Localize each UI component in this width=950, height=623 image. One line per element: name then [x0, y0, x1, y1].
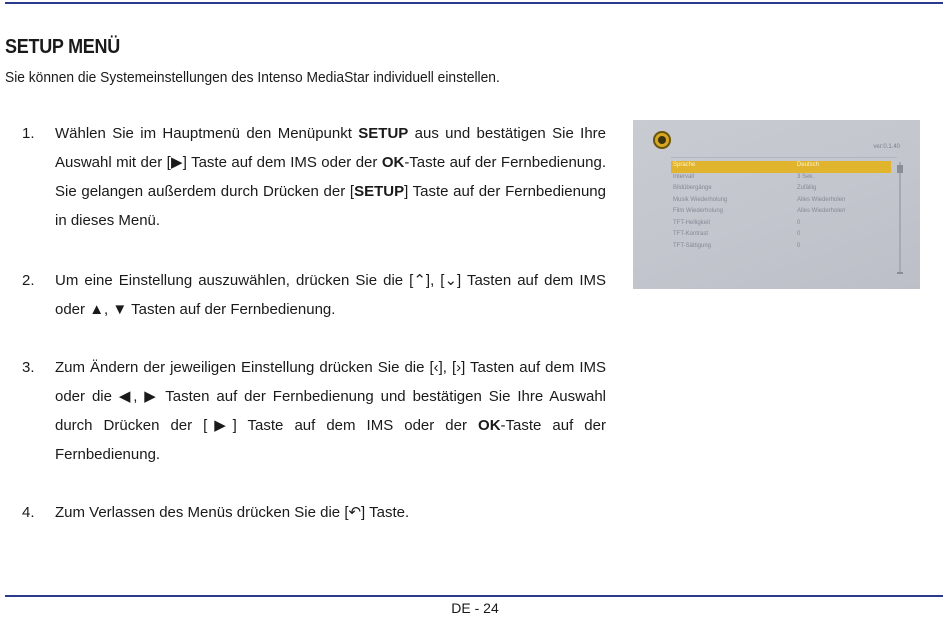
- top-rule: [5, 2, 943, 4]
- settings-row: Film Wiederholung Alles Wiederholen: [673, 208, 846, 214]
- bottom-rule: [5, 595, 943, 597]
- step-number: 4.: [22, 504, 35, 521]
- step-text: Zum Verlassen des Menüs drücken Sie die [↶] Taste.: [55, 504, 410, 521]
- settings-row: TFT-Sättigung 0: [673, 242, 801, 249]
- settings-list: [671, 161, 891, 253]
- settings-row: Bildübergänge Zufällig: [673, 185, 817, 191]
- settings-row: Musik Wiederholung Alles Wiederholen: [673, 196, 846, 203]
- step-text: Um eine Einstellung auszuwählen, drücken Sie die [⌃], [⌄] Tasten auf dem IMS oder ▲, ▼ Tasten auf der Fernbedienung.: [55, 272, 606, 318]
- intro-text: Sie können die Systemeinstellungen des Intenso MediaStar individuell einstellen.: [5, 69, 500, 86]
- step-number: 3.: [22, 359, 35, 376]
- divider: [671, 157, 897, 158]
- settings-row: TFT-Kontrast 0: [673, 231, 801, 237]
- step-number: 2.: [22, 272, 35, 289]
- gear-icon: [653, 131, 671, 149]
- page-title: SETUP MENÜ: [5, 36, 120, 58]
- settings-row: Sprache Deutsch: [671, 161, 891, 173]
- scrollbar-end: [897, 272, 903, 274]
- scrollbar-thumb: [897, 165, 903, 173]
- page-number: DE - 24: [451, 600, 499, 616]
- scrollbar-track: [899, 162, 901, 274]
- setup-menu-screenshot: [633, 120, 920, 289]
- version-label: ver:0.1.40: [873, 144, 900, 150]
- step-text: Wählen Sie im Hauptmenü den Menüpunkt SETUP aus und bestätigen Sie Ihre Auswahl mit der [▶] Taste auf dem IMS oder der OK-Taste auf der Fernbedienung. Sie gelangen außerdem durch Drücken der [SETUP] Taste auf der Fernbedienung in dieses Menü.: [55, 125, 606, 229]
- settings-row: TFT-Helligkeit 0: [673, 219, 801, 226]
- settings-row: Intervall 3 Sek.: [673, 173, 815, 180]
- step-text: Zum Ändern der jeweiligen Einstellung drücken Sie die [‹], [›] Tasten auf dem IMS oder die ◀, ▶ Tasten auf der Fernbedienung und bestätigen Sie Ihre Auswahl durch Drücken der [▶] Taste auf dem IMS oder der OK-Taste auf der Fernbedienung.: [55, 359, 606, 463]
- step-number: 1.: [22, 125, 35, 142]
